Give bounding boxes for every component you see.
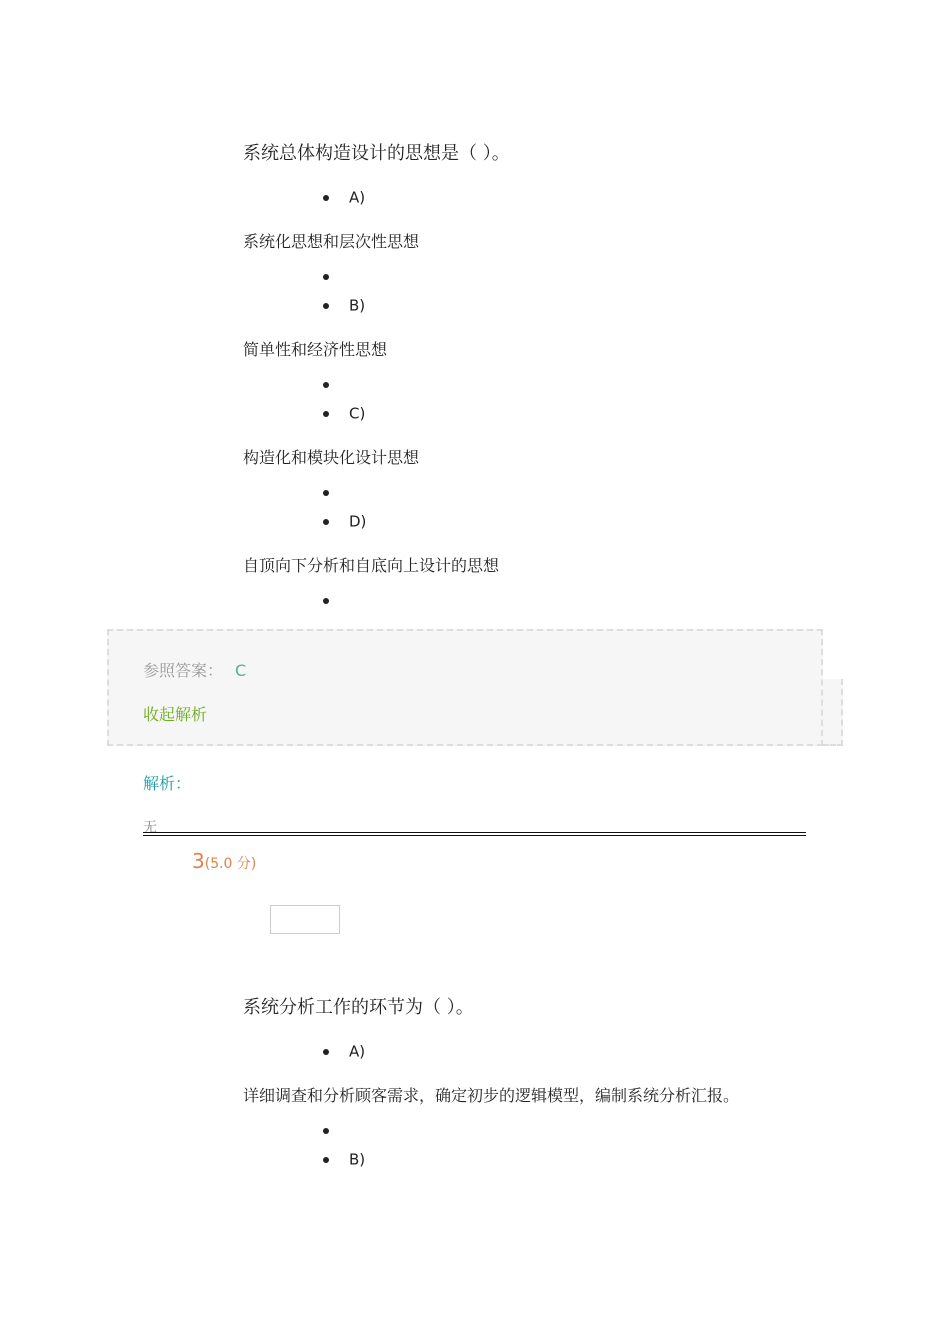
answer-input[interactable] — [270, 905, 340, 934]
analysis-label: 解析： — [143, 774, 192, 793]
option-b[interactable] — [323, 296, 365, 315]
collapse-analysis-link[interactable]: 收起解析 — [143, 705, 208, 724]
option-d[interactable] — [323, 512, 366, 531]
reference-answer-value: C — [235, 661, 247, 680]
empty-bullet — [323, 483, 349, 501]
question-number: 3 — [192, 849, 205, 873]
option-text: 自顶向下分析和自底向上设计的思想 — [243, 556, 500, 575]
bullet-icon — [323, 1049, 329, 1055]
empty-bullet — [323, 267, 349, 285]
bullet-icon — [323, 519, 329, 525]
option-text: 构造化和模块化设计思想 — [243, 448, 420, 467]
bullet-icon — [323, 274, 329, 280]
divider — [143, 835, 806, 836]
question-header — [192, 849, 256, 873]
option-label: B) — [349, 296, 366, 315]
answer-panel-extension — [823, 679, 843, 746]
option-b[interactable] — [323, 1150, 365, 1169]
option-label: A) — [349, 188, 366, 207]
bullet-icon — [323, 490, 329, 496]
option-label: C) — [349, 404, 366, 423]
empty-bullet — [323, 1121, 349, 1139]
option-text: 简单性和经济性思想 — [243, 340, 388, 359]
empty-bullet — [323, 375, 349, 393]
question-title: 系统总体构造设计的思想是（ ）。 — [243, 143, 510, 164]
divider — [143, 832, 806, 833]
option-label: A) — [349, 1042, 366, 1061]
bullet-icon — [323, 1157, 329, 1163]
option-c[interactable] — [323, 404, 365, 423]
option-text: 详细调查和分析顾客需求，确定初步的逻辑模型，编制系统分析汇报。 — [243, 1086, 740, 1105]
bullet-icon — [323, 303, 329, 309]
option-a[interactable] — [323, 1042, 365, 1061]
question-title: 系统分析工作的环节为（ ）。 — [243, 997, 474, 1018]
option-label: B) — [349, 1150, 366, 1169]
bullet-icon — [323, 1128, 329, 1134]
reference-answer-label: 参照答案： — [143, 661, 224, 680]
analysis-text: 无 — [143, 820, 157, 836]
empty-bullet — [323, 591, 349, 609]
answer-panel — [107, 629, 823, 746]
bullet-icon — [323, 598, 329, 604]
option-label: D) — [349, 512, 367, 531]
option-text: 系统化思想和层次性思想 — [243, 232, 420, 251]
reference-answer — [143, 658, 246, 681]
bullet-icon — [323, 382, 329, 388]
bullet-icon — [323, 411, 329, 417]
bullet-icon — [323, 195, 329, 201]
question-score: (5.0 分) — [204, 856, 257, 872]
option-a[interactable] — [323, 188, 365, 207]
